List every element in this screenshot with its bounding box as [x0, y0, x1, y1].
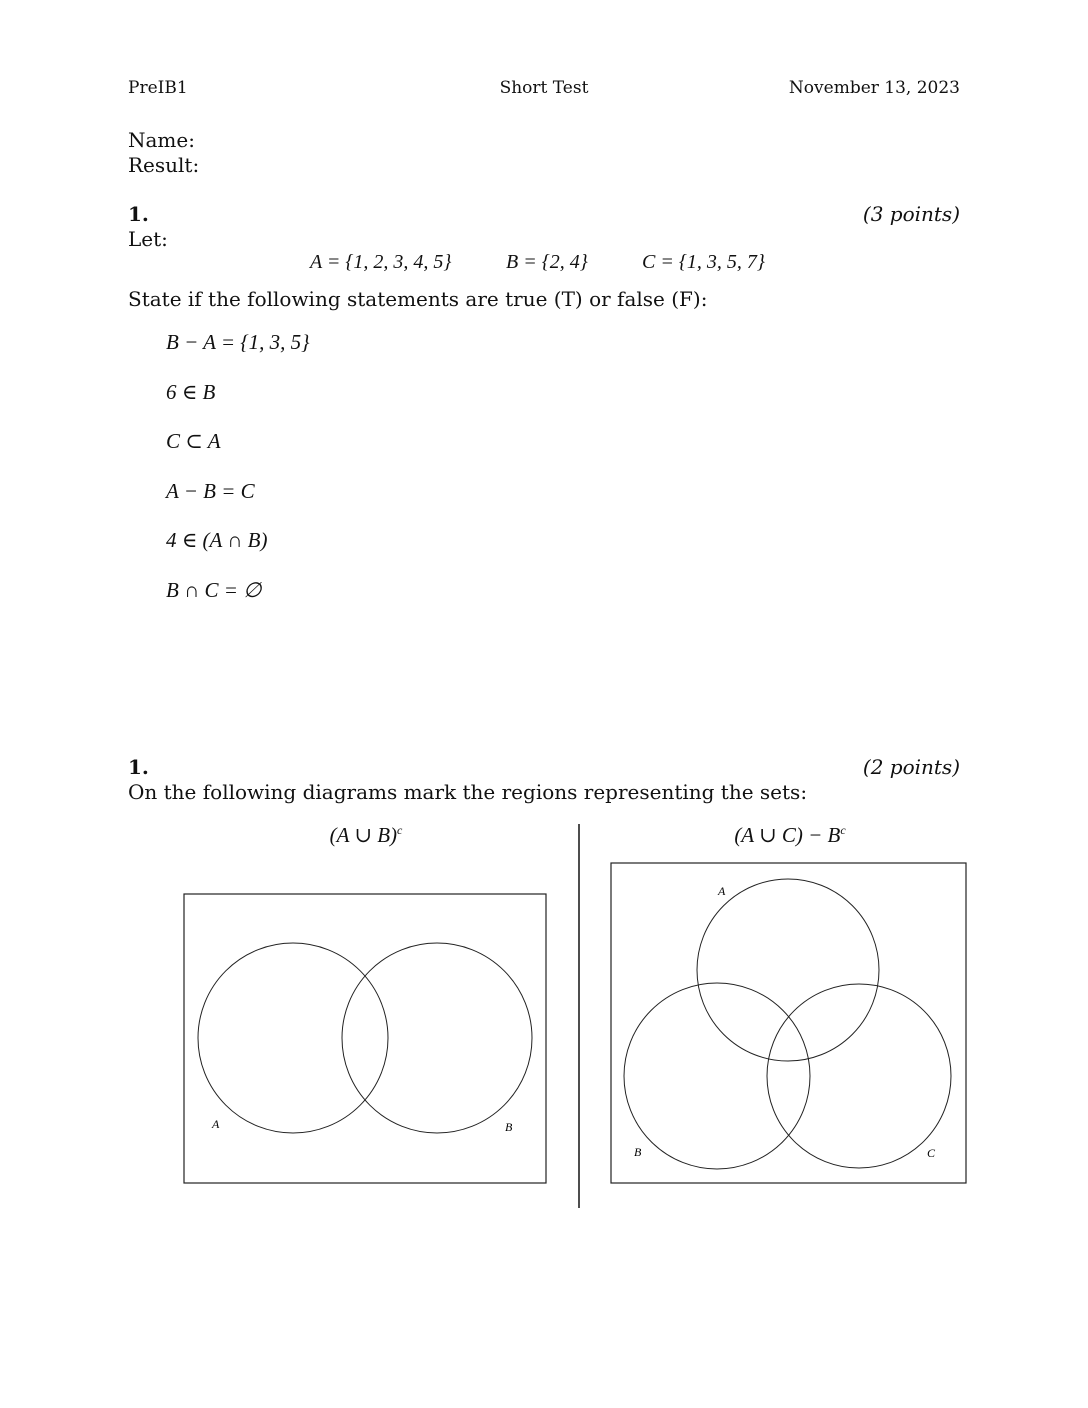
header-title: Short Test	[499, 78, 589, 98]
question-1-number: 1.	[128, 202, 149, 226]
left-caption-text: (A ∪ B)	[329, 823, 398, 847]
label-b-right: B	[634, 1145, 642, 1159]
question-1-points: (3 points)	[862, 202, 960, 226]
statement-5: 4 ∈ (A ∩ B)	[166, 528, 268, 552]
left-caption-superscript: c	[397, 823, 403, 837]
question-2-instruction: On the following diagrams mark the regions representing the sets:	[128, 780, 808, 804]
set-c-definition: C = {1, 3, 5, 7}	[642, 251, 765, 273]
header-course: PreIB1	[128, 78, 188, 98]
label-a-right: A	[718, 884, 726, 898]
statement-3: C ⊂ A	[166, 429, 221, 453]
circle-b-left	[342, 943, 532, 1133]
statement-6: B ∩ C = ∅	[166, 578, 262, 602]
right-caption-superscript: c	[840, 823, 846, 837]
label-b-left: B	[505, 1120, 513, 1134]
two-set-venn	[184, 894, 546, 1183]
circle-c-right	[767, 984, 951, 1168]
name-label: Name:	[128, 128, 195, 152]
statement-4: A − B = C	[166, 479, 255, 503]
question-1-intro: Let:	[128, 227, 168, 251]
circle-b-right	[624, 983, 810, 1169]
question-2-number: 1.	[128, 755, 149, 779]
label-c-right: C	[927, 1146, 936, 1160]
set-b-definition: B = {2, 4}	[506, 251, 588, 273]
three-set-venn	[611, 863, 966, 1183]
set-a-definition: A = {1, 2, 3, 4, 5}	[310, 251, 452, 273]
header-date: November 13, 2023	[788, 78, 960, 98]
statement-2: 6 ∈ B	[166, 380, 216, 404]
circle-a-right	[697, 879, 879, 1061]
label-a-left: A	[212, 1117, 220, 1131]
circle-a-left	[198, 943, 388, 1133]
question-2-points: (2 points)	[862, 755, 960, 779]
question-1-instruction: State if the following statements are true (T) or false (F):	[128, 287, 708, 311]
right-caption-text: (A ∪ C) − B	[734, 823, 841, 847]
universe-rect-left	[184, 894, 546, 1183]
statement-1: B − A = {1, 3, 5}	[166, 330, 310, 354]
result-label: Result:	[128, 153, 200, 177]
